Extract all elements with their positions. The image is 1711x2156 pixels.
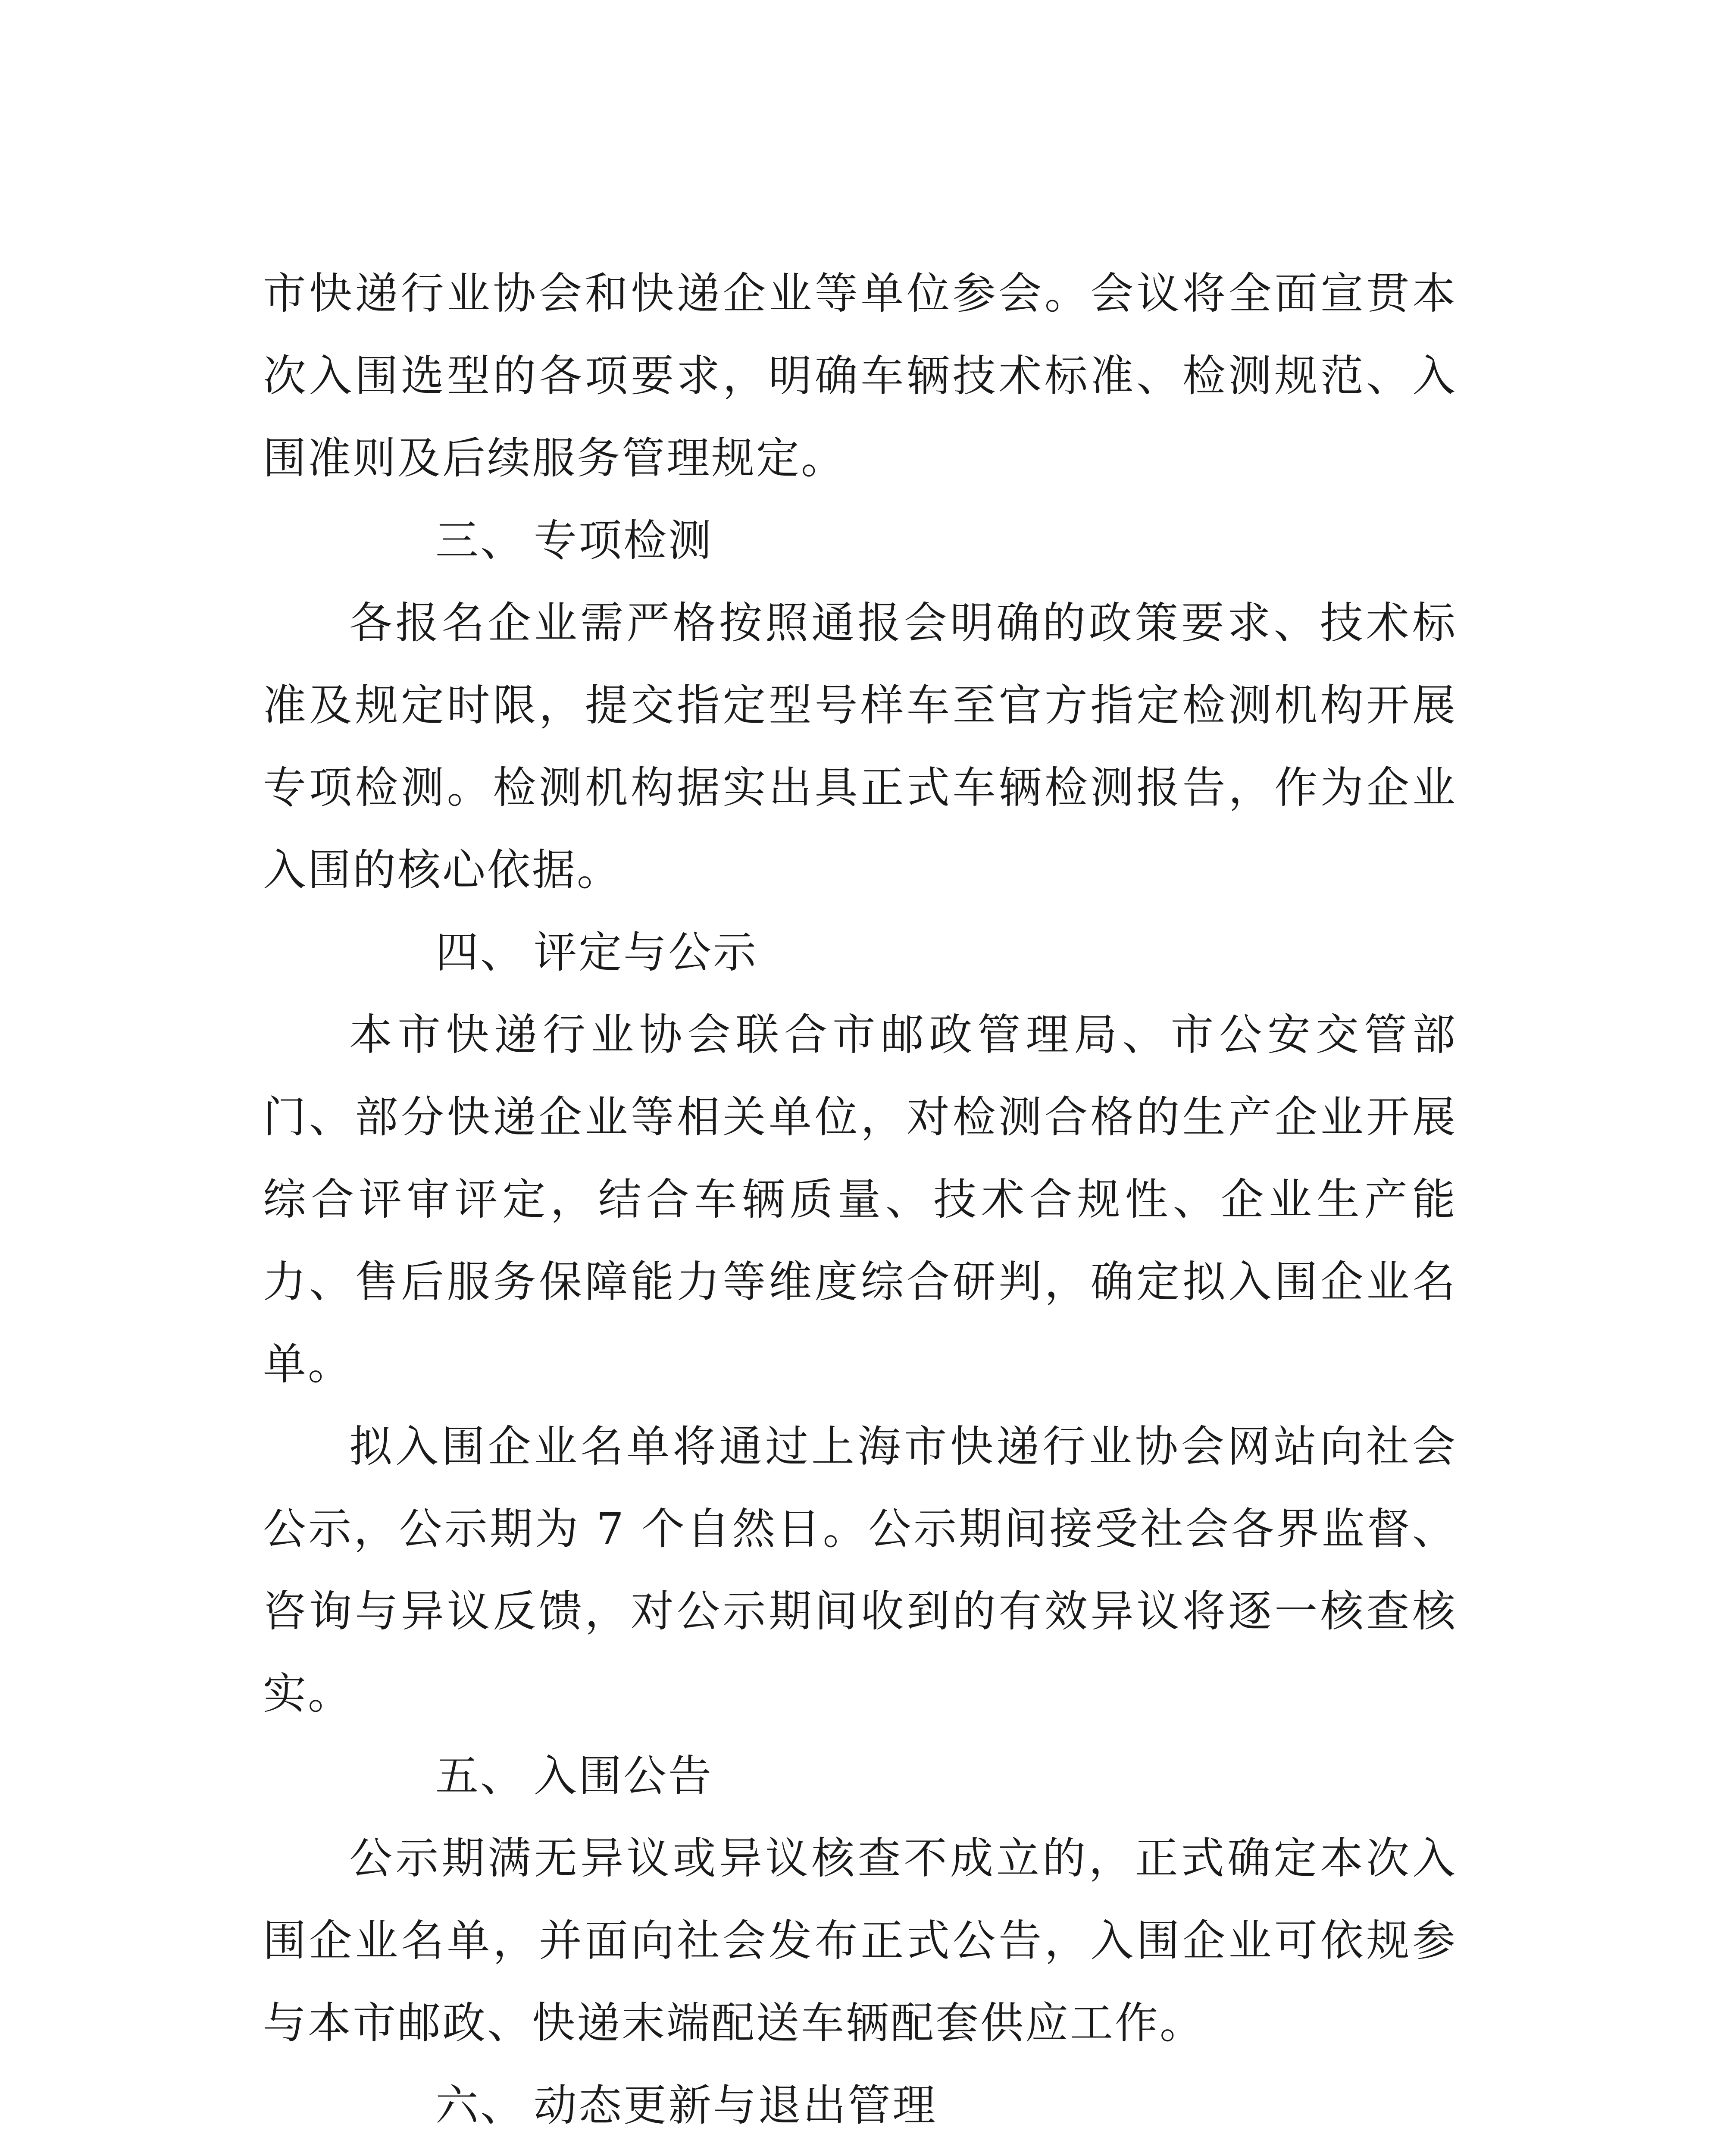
section-heading-5 <box>263 1735 1457 1817</box>
section-number: 四、 <box>435 927 525 978</box>
paragraph: 拟入围企业名单将通过上海市快递行业协会网站向社会公示，公示期为 7 个自然日。公示期间接受社会各界监督、咨询与异议反馈，对公示期间收到的有效异议将逐一核查核实。 <box>263 1421 1457 1719</box>
section-title: 动态更新与退出管理 <box>534 2080 937 2131</box>
section-heading-6 <box>263 2064 1457 2147</box>
section-number: 三、 <box>435 515 525 566</box>
section-number: 五、 <box>435 1751 525 1801</box>
section-number: 六、 <box>435 2080 525 2131</box>
section-title: 入围公告 <box>534 1751 713 1801</box>
section-title: 评定与公示 <box>534 927 758 978</box>
section-title: 专项检测 <box>534 515 713 566</box>
paragraph-continued: 市快递行业协会和快递企业等单位参会。会议将全面宣贯本次入围选型的各项要求，明确车辆技术标准、检测规范、入围准则及后续服务管理规定。 <box>263 268 1457 483</box>
section-heading-3 <box>263 499 1457 582</box>
paragraph: 各报名企业需严格按照通报会明确的政策要求、技术标准及规定时限，提交指定型号样车至官方指定检测机构开展专项检测。检测机构据实出具正式车辆检测报告，作为企业入围的核心依据。 <box>263 598 1457 895</box>
paragraph <box>263 2147 1457 2156</box>
paragraph: 本市快递行业协会联合市邮政管理局、市公安交管部门、部分快递企业等相关单位，对检测合格的生产企业开展综合评审评定，结合车辆质量、技术合规性、企业生产能力、售后服务保障能力等维度综合研判，确定拟入围企业名单。 <box>263 1009 1457 1389</box>
section-heading-4 <box>263 911 1457 993</box>
document-body <box>263 252 1457 2156</box>
paragraph: 公示期满无异议或异议核查不成立的，正式确定本次入围企业名单，并面向社会发布正式公告，入围企业可依规参与本市邮政、快递末端配送车辆配套供应工作。 <box>263 1833 1457 2048</box>
